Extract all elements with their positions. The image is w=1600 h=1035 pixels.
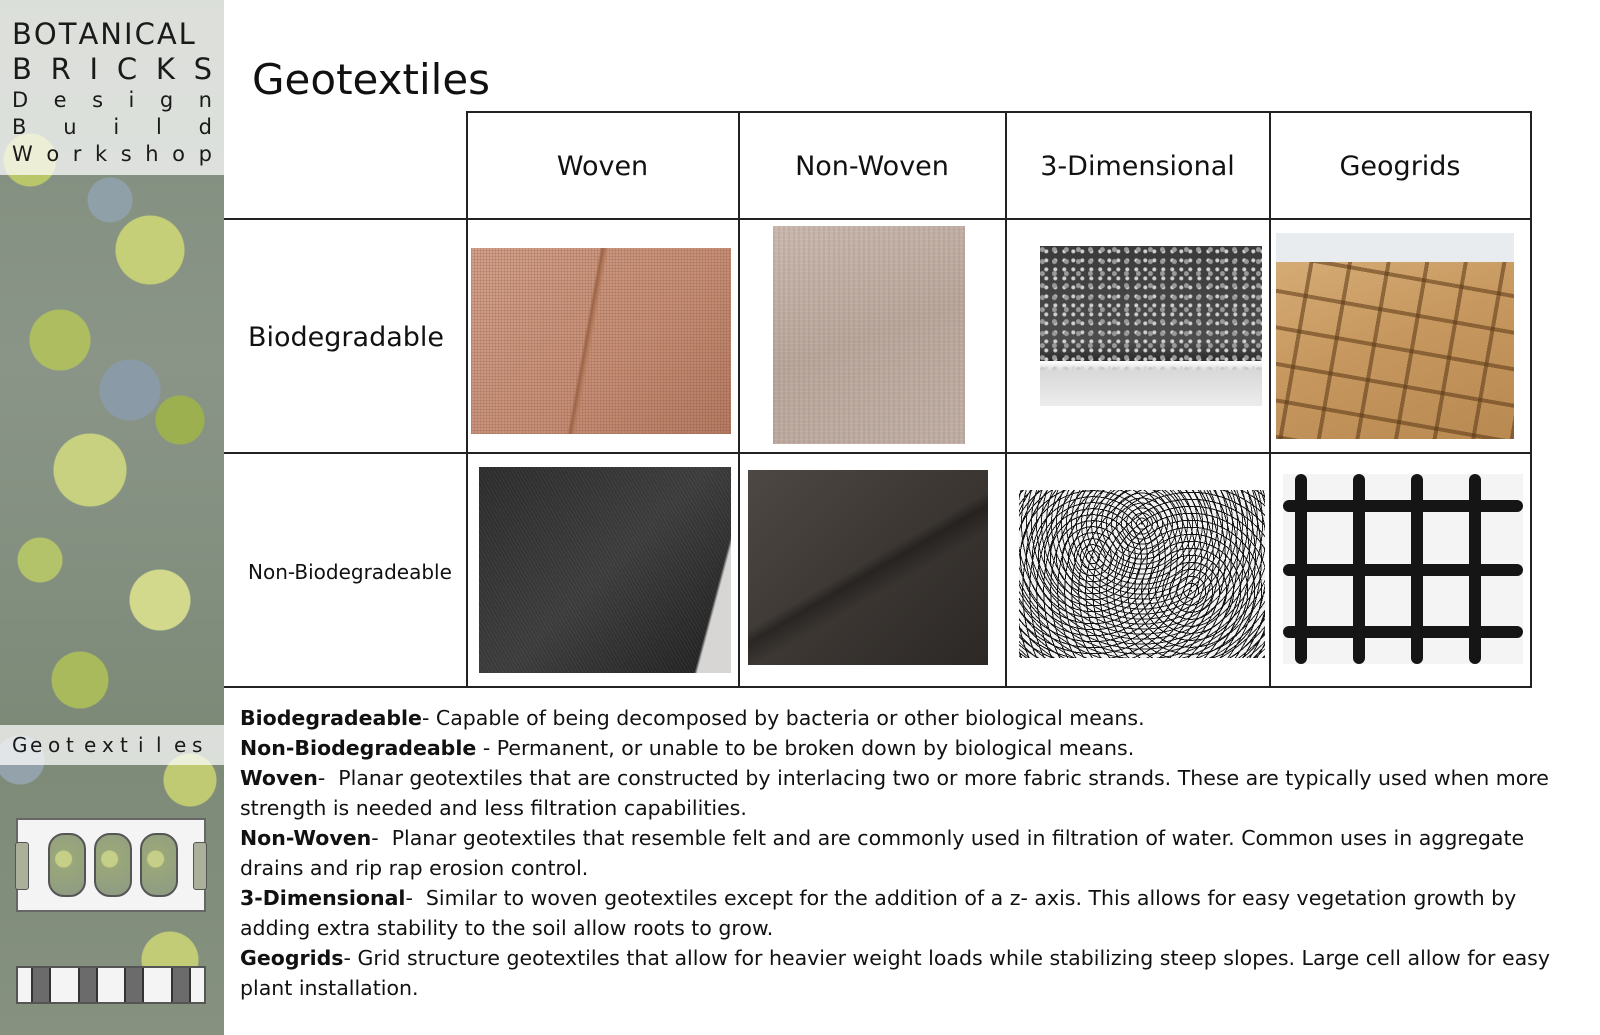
letter: s (192, 733, 203, 757)
letter: I (124, 17, 135, 51)
geogrid-rib (1283, 500, 1523, 512)
letter: G (12, 733, 28, 757)
row-header-non-biodegradeable: Non-Biodegradeable (248, 560, 452, 584)
geogrids-biodegradable-image (1276, 233, 1514, 439)
letter: L (178, 17, 197, 51)
definition-separator: - (343, 946, 358, 970)
letter: C (134, 17, 157, 51)
letter: O (33, 17, 59, 51)
definition-text: Planar geotextiles that are constructed by interlacing two or more fabric strands. These are typically used when more strength is needed and less filtration capabilities. (240, 766, 1549, 820)
letter: i (128, 88, 135, 112)
definition-3-dimensional (240, 883, 1550, 943)
definition-non-biodegradeable (240, 733, 1550, 763)
brick-notch-left (15, 842, 29, 890)
letter: I (89, 52, 99, 86)
brick-top-view-icon (16, 818, 206, 912)
brick-side-view-icon (16, 966, 206, 1004)
letter: o (48, 733, 61, 757)
definitions-list (240, 703, 1550, 1003)
letter: r (72, 142, 82, 166)
letter: i (138, 733, 144, 757)
definition-separator: - (421, 706, 436, 730)
letter: S (193, 52, 212, 86)
letter: i (113, 115, 120, 139)
letter: o (46, 142, 60, 166)
definition-text: Planar geotextiles that resemble felt and are commonly used in filtration of water. Common uses in aggregate drains and rip rap erosion control. (240, 826, 1525, 880)
letter: N (100, 17, 124, 51)
grid-line (1530, 111, 1532, 688)
letter: k (95, 142, 108, 166)
brick-cell-icon (140, 833, 178, 897)
brand-build (12, 117, 212, 138)
definition-text: Similar to woven geotextiles except for the addition of a z- axis. This allows for easy vegetation growth by adding extra stability to the soil allow roots to grow. (240, 886, 1517, 940)
letter: l (155, 115, 162, 139)
letter: n (198, 88, 212, 112)
non-woven-biodegradable-image (773, 226, 965, 444)
definition-term: Geogrids (240, 946, 344, 970)
definition-term: 3-Dimensional (240, 886, 406, 910)
column-header-woven: Woven (556, 150, 649, 182)
brick-wall-segment (78, 968, 98, 1002)
letter: B (12, 115, 27, 139)
definition-separator: - (317, 766, 339, 790)
definition-term: Non-Biodegradeable (240, 736, 477, 760)
letter: B (12, 17, 34, 51)
letter: A (78, 17, 101, 51)
definition-term: Non-Woven (240, 826, 372, 850)
definition-separator: - (476, 736, 497, 760)
letter: e (30, 733, 43, 757)
grid-line (224, 452, 1532, 454)
letter: R (50, 52, 71, 86)
column-header-non-woven: Non-Woven (795, 150, 949, 182)
letter: D (12, 88, 29, 112)
brick-cell-icon (94, 833, 132, 897)
definition-term: Biodegradeable (240, 706, 422, 730)
definition-separator: - (371, 826, 392, 850)
column-header-geogrids: Geogrids (1339, 150, 1461, 182)
brick-notch-right (193, 842, 207, 890)
column-header-3-dimensional: 3-Dimensional (1040, 150, 1235, 182)
letter: s (120, 142, 132, 166)
page-title: Geotextiles (252, 55, 491, 104)
brick-wall-segment (171, 968, 191, 1002)
letter: x (102, 733, 114, 757)
letter: A (156, 17, 179, 51)
definition-woven (240, 763, 1550, 823)
letter: T (58, 17, 79, 51)
geogrids-non-biodegradeable-image (1283, 474, 1523, 664)
brand-bricks (12, 52, 212, 86)
definition-separator: - (405, 886, 426, 910)
brand-design (12, 90, 212, 111)
row-header-biodegradable: Biodegradable (248, 322, 445, 353)
letter: t (66, 733, 74, 757)
letter: g (159, 88, 174, 112)
woven-non-biodegradeable-image (479, 467, 731, 673)
definition-text: Permanent, or unable to be broken down by biological means. (496, 736, 1135, 760)
brand-workshop (12, 144, 212, 165)
letter: e (84, 733, 97, 757)
letter: u (63, 115, 77, 139)
geogrid-rib (1283, 564, 1523, 576)
definition-text: Grid structure geotextiles that allow for heavier weight loads while stabilizing steep slopes. Large cell allow for easy plant installation. (240, 946, 1550, 1000)
sidebar (0, 0, 224, 1035)
definition-text: Capable of being decomposed by bacteria or other biological means. (435, 706, 1145, 730)
3-dimensional-non-biodegradeable-image (1019, 490, 1265, 658)
letter: K (155, 52, 175, 86)
letter: h (145, 142, 159, 166)
sidebar-section-label (0, 725, 224, 765)
woven-biodegradable-image (471, 248, 731, 434)
letter: s (92, 88, 104, 112)
letter: o (172, 142, 186, 166)
letter: e (53, 88, 67, 112)
definition-geogrids (240, 943, 1550, 1003)
non-woven-non-biodegradeable-image (748, 470, 988, 665)
letter: e (174, 733, 187, 757)
letter: W (12, 142, 33, 166)
grid-line (224, 686, 1532, 688)
brick-cell-icon (48, 833, 86, 897)
sidebar-section-text (12, 733, 210, 757)
letter: d (198, 115, 212, 139)
definition-term: Woven (240, 766, 318, 790)
brand-botanical (12, 17, 212, 51)
letter: C (116, 52, 138, 86)
letter: t (120, 733, 128, 757)
definition-biodegradeable (240, 703, 1550, 733)
letter: B (12, 52, 32, 86)
brick-wall-segment (31, 968, 51, 1002)
geogrid-rib (1283, 626, 1523, 638)
letter: l (156, 733, 162, 757)
3-dimensional-biodegradable-image (1040, 246, 1262, 406)
letter: p (198, 142, 212, 166)
brick-wall-segment (124, 968, 144, 1002)
definition-non-woven (240, 823, 1550, 883)
